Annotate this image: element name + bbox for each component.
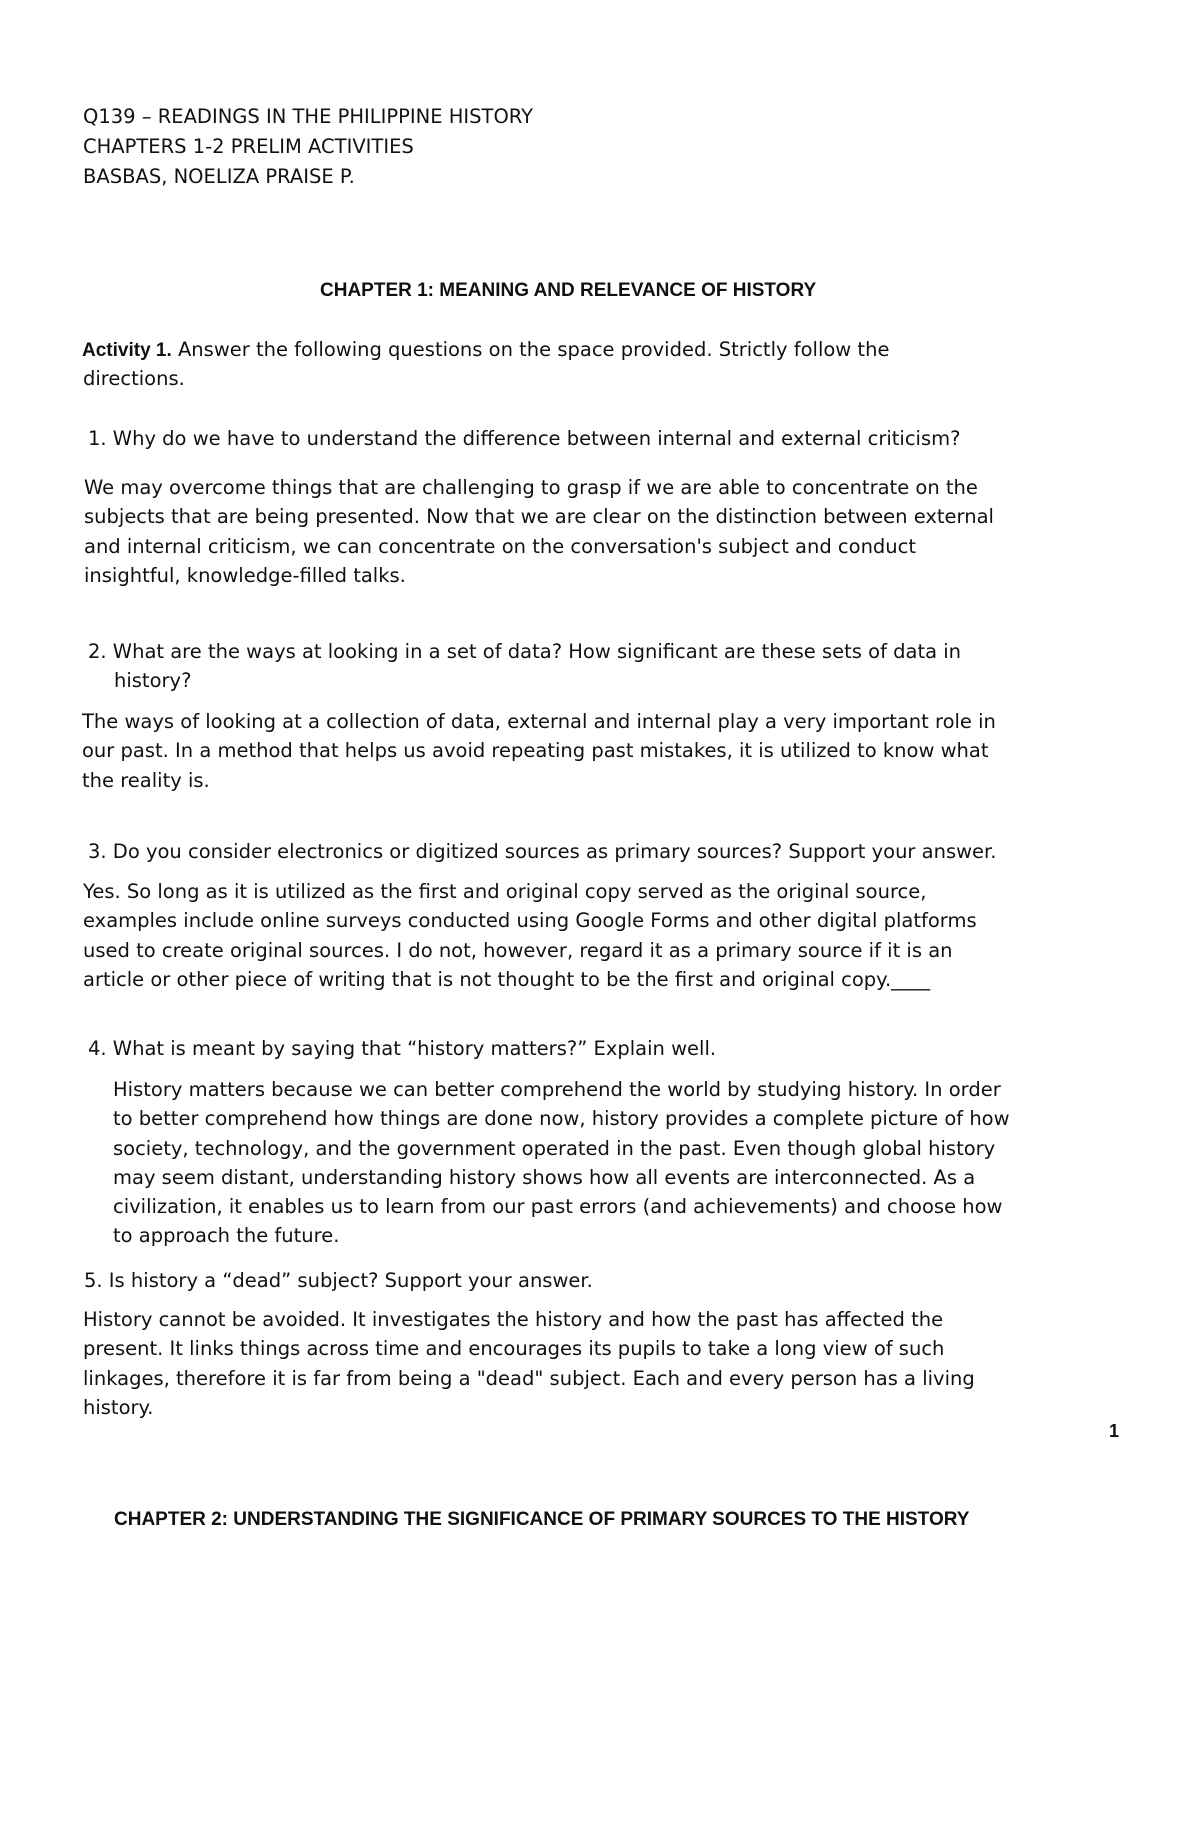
answer-line: History cannot be avoided. It investigates the history and how the past has affected the	[83, 1308, 944, 1331]
question-3: 3. Do you consider electronics or digitized sources as primary sources? Support your answer.	[88, 840, 997, 863]
answer-line: examples include online surveys conducted using Google Forms and other digital platforms	[83, 909, 977, 933]
answer-line: History matters because we can better comprehend the world by studying history. In order	[113, 1078, 1001, 1101]
answer-line: article or other piece of writing that is not thought to be the first and original copy.____	[83, 967, 931, 991]
activity-instruction-text: Answer the following questions on the space provided. Strictly follow the	[171, 338, 890, 361]
answer-line: society, technology, and the government operated in the past. Even though global history	[113, 1136, 996, 1160]
chapter-2-title: CHAPTER 2: UNDERSTANDING THE SIGNIFICANCE OF PRIMARY SOURCES TO THE HISTORY	[114, 1509, 970, 1530]
answer-line: linkages, therefore it is far from being a "dead" subject. Each and every person has a living	[83, 1366, 975, 1390]
activity-label: Activity 1.	[82, 340, 172, 361]
answer-line: and internal criticism, we can concentrate on the conversation's subject and conduct	[84, 534, 917, 558]
answer-line: civilization, it enables us to learn from our past errors (and achievements) and choose how	[113, 1195, 1003, 1219]
answer-line: present. It links things across time and encourages its pupils to take a long view of such	[83, 1337, 945, 1361]
chapter-1-title: CHAPTER 1: MEANING AND RELEVANCE OF HISTORY	[320, 280, 817, 301]
answer-4	[113, 1075, 1010, 1251]
answer-1	[84, 473, 994, 590]
student-name: BASBAS, NOELIZA PRAISE P.	[83, 165, 355, 188]
question-line: history?	[114, 669, 192, 692]
page-number: 1	[1109, 1421, 1120, 1441]
answer-line: to better comprehend how things are done now, history provides a complete picture of how	[113, 1107, 1010, 1131]
answer-line: Yes. So long as it is utilized as the first and original copy served as the original source,	[83, 880, 927, 903]
answer-line: our past. In a method that helps us avoid repeating past mistakes, it is utilized to know what	[82, 739, 989, 763]
course-title: Q139 – READINGS IN THE PHILIPPINE HISTORY	[83, 105, 534, 128]
activity-instruction	[82, 335, 889, 365]
answer-line: to approach the future.	[113, 1224, 340, 1248]
activity-instruction-continued: directions.	[83, 367, 185, 390]
answer-line: may seem distant, understanding history shows how all events are interconnected. As a	[113, 1165, 976, 1189]
question-2	[88, 637, 961, 695]
answer-5	[83, 1305, 975, 1422]
question-line: 2. What are the ways at looking in a set of data? How significant are these sets of data in	[88, 640, 962, 663]
answer-line: insightful, knowledge-filled talks.	[84, 563, 406, 587]
answer-line: The ways of looking at a collection of data, external and internal play a very important role in	[82, 710, 996, 733]
answer-line: used to create original sources. I do not, however, regard it as a primary source if it is an	[83, 938, 953, 962]
question-1: 1. Why do we have to understand the difference between internal and external criticism?	[88, 427, 961, 450]
activity-set-title: CHAPTERS 1-2 PRELIM ACTIVITIES	[83, 135, 414, 158]
answer-line: the reality is.	[82, 768, 210, 792]
answer-line: subjects that are being presented. Now that we are clear on the distinction between external	[84, 505, 994, 529]
answer-3	[83, 877, 977, 994]
question-5: 5. Is history a “dead” subject? Support your answer.	[84, 1269, 593, 1292]
question-4: 4. What is meant by saying that “history matters?” Explain well.	[88, 1037, 717, 1060]
answer-line: history.	[83, 1395, 154, 1419]
answer-line: We may overcome things that are challenging to grasp if we are able to concentrate on the	[84, 476, 978, 499]
answer-2	[82, 707, 996, 795]
